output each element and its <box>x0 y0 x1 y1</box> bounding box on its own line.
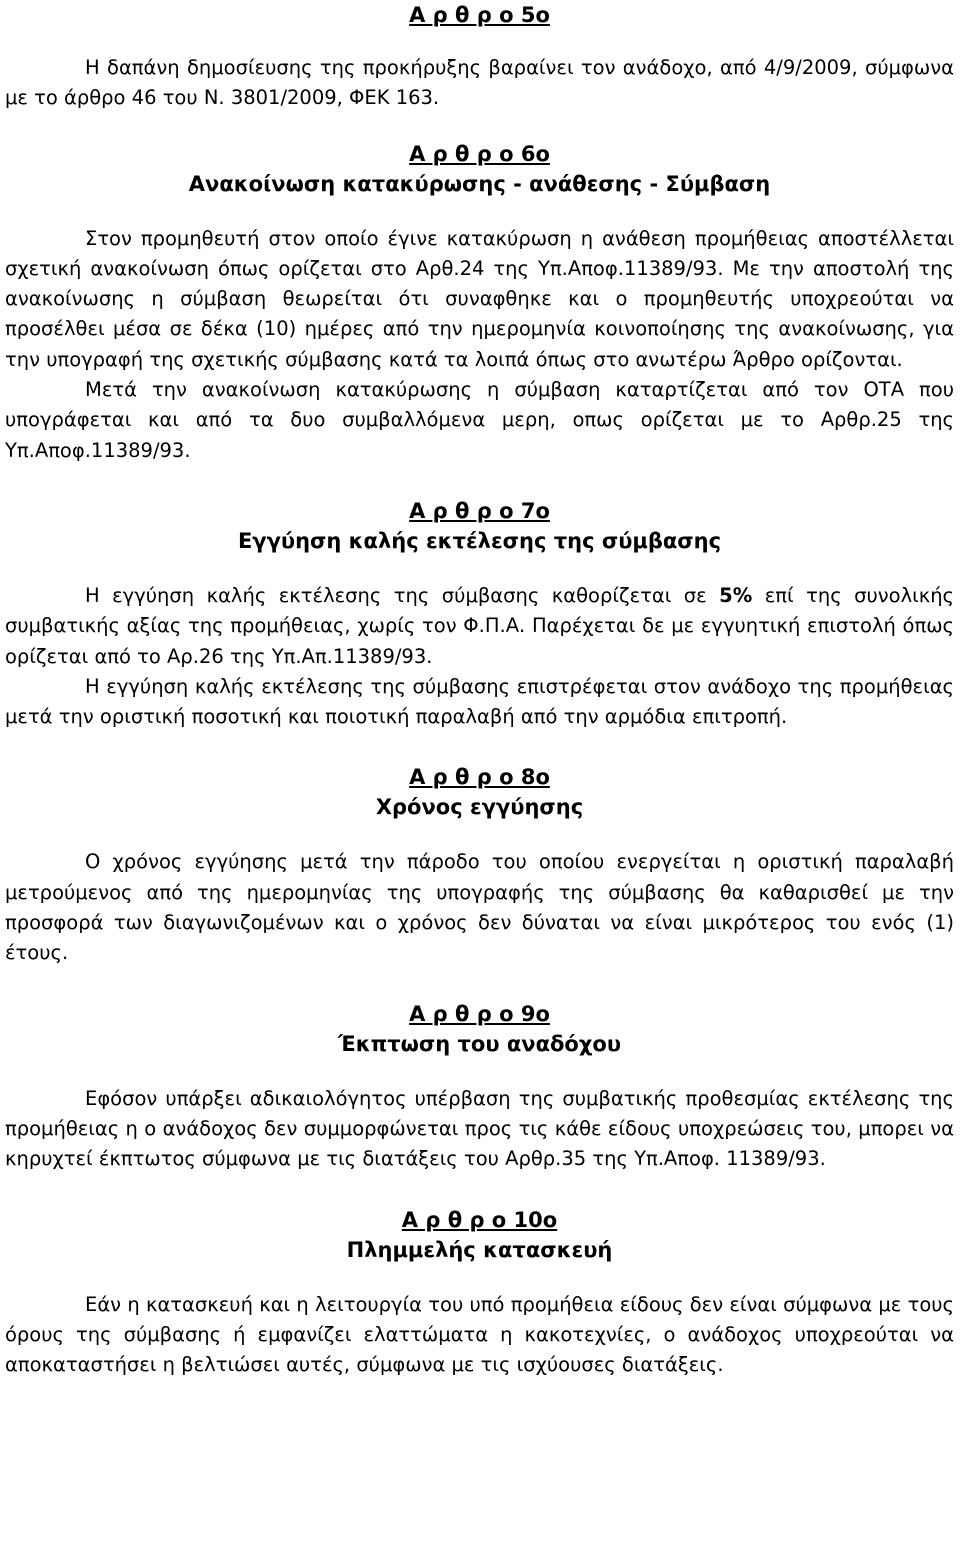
article-9-title: Α ρ θ ρ ο 9ο <box>409 1001 550 1026</box>
article-5 <box>5 0 954 114</box>
article-8-paragraph-1: Ο χρόνος εγγύησης μετά την πάροδο του οποίου ενεργείται η οριστική παραλαβή μετρούμενος από της ημερομηνίας της υπογραφής της σύμβασης θα καθαρισθεί με την προσφορά των διαγωνιζομένων και ο χρόνος δεν δύναται να είναι μικρότερος του ενός (1) έτους. <box>5 850 954 965</box>
article-6-title: Α ρ θ ρ ο 6ο <box>409 141 550 166</box>
article-7-paragraph-2: Η εγγύηση καλής εκτέλεσης της σύμβασης επιστρέφεται στον ανάδοχο της προμήθειας μετά την οριστική ποσοτική και ποιοτική παραλαβή από την αρμόδια επιτροπή. <box>5 674 954 729</box>
article-6-paragraph-1: Στον προμηθευτή στον οποίο έγινε κατακύρωση η ανάθεση προμήθειας αποστέλλεται σχετική ανακοίνωση όπως ορίζεται στο Αρθ.24 της Υπ.Αποφ.11389/93. Με την αποστολή της ανακοίνωσης η σύμβαση θεωρείται ότι συναφθηκε και ο προμηθευτής υποχρεούται να προσέλθει μέσα σε δέκα (10) ημέρες από την ημερομηνία κοινοποίησης της ανακοίνωσης, για την υπογραφή της σχετικής σύμβασης κατά τα λοιπά όπως στο ανωτέρω Άρθρο ορίζονται. <box>5 226 954 371</box>
article-10-title: Α ρ θ ρ ο 10ο <box>401 1207 558 1232</box>
article-5-paragraph-1: Η δαπάνη δημοσίευσης της προκήρυξης βαραίνει τον ανάδοχο, από 4/9/2009, σύμφωνα με το άρθρο 46 του Ν. 3801/2009, ΦΕΚ 163. <box>5 56 954 110</box>
article-10-subtitle: Πλημμελής κατασκευή <box>346 1237 613 1262</box>
article-6-paragraph-2: Μετά την ανακοίνωση κατακύρωσης η σύμβαση καταρτίζεται από τον ΟΤΑ που υπογράφεται και από τα δυο συμβαλλόμενα μερη, οπως ορίζεται με το Αρθρ.25 της Υπ.Αποφ.11389/93. <box>5 378 954 462</box>
article-10-paragraph-1: Εάν η κατασκευή και η λειτουργία του υπό προμήθεια είδους δεν είναι σύμφωνα με τους όρους της σύμβασης ή εμφανίζει ελαττώματα η κακοτεχνίες, ο ανάδοχος υποχρεούται να αποκαταστήσει η βελτιώσει αυτές, σύμφωνα με τις ισχύουσες διατάξεις. <box>5 1292 954 1377</box>
article-8-subtitle: Χρόνος εγγύησης <box>375 795 584 820</box>
article-6-subtitle: Ανακοίνωση κατακύρωσης - ανάθεσης - Σύμβαση <box>188 171 771 196</box>
article-5-title: Α ρ θ ρ ο 5ο <box>409 3 550 27</box>
guarantee-percentage: 5% <box>719 583 753 607</box>
article-7-subtitle: Εγγύηση καλής εκτέλεσης της σύμβασης <box>237 528 722 553</box>
article-7-p1-text-start: Η εγγύηση καλής εκτέλεσης της σύμβασης καθορίζεται σε <box>85 583 720 607</box>
article-7-paragraph-1 <box>5 581 954 672</box>
article-7-title: Α ρ θ ρ ο 7ο <box>409 498 550 523</box>
article-8-title: Α ρ θ ρ ο 8ο <box>409 765 550 790</box>
article-7 <box>5 496 954 732</box>
article-7-p1-text-end: επί της συνολικής συμβατικής αξίας της προμήθειας, χωρίς τον Φ.Π.Α. Παρέχεται δε με εγγυητική επιστολή όπως ορίζεται από το Αρ.26 της Υπ.Απ.11389/93. <box>5 583 955 668</box>
article-9-subtitle: Έκπτωση του αναδόχου <box>337 1031 622 1056</box>
article-10 <box>5 1205 954 1381</box>
article-9 <box>5 999 954 1175</box>
article-6 <box>5 139 954 466</box>
article-8 <box>5 762 954 968</box>
article-9-paragraph-1: Εφόσον υπάρξει αδικαιολόγητος υπέρβαση της συμβατικής προθεσμίας εκτέλεσης της προμήθειας η ο ανάδοχος δεν συμμορφώνεται προς τις κάθε είδους υποχρεώσεις του, μπορει να κηρυχτεί έκπτωτος σύμφωνα με τις διατάξεις του Αρθρ.35 της Υπ.Αποφ. 11389/93. <box>5 1086 954 1171</box>
